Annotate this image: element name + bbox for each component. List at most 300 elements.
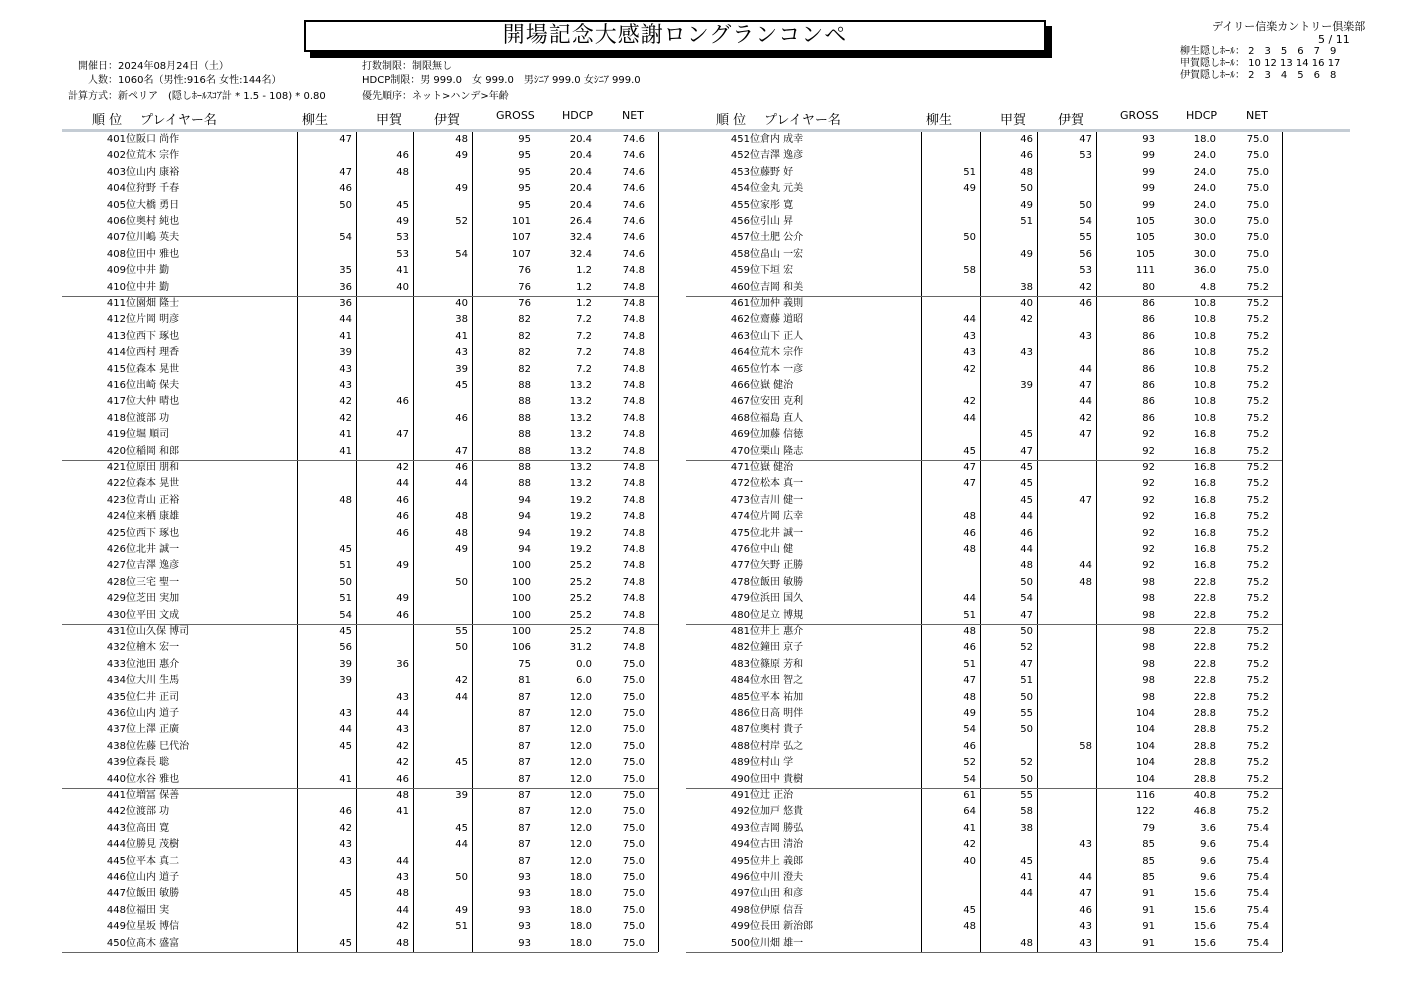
table-row: [686, 722, 1282, 738]
rank-cell: 434位: [106, 675, 136, 687]
player-name-cell: 加戸 悠貴: [760, 806, 804, 818]
yagyu-score-cell: 61: [963, 790, 976, 801]
table-row: [62, 821, 658, 837]
yagyu-score-cell: 43: [963, 347, 976, 359]
hidden-holes-label: 甲賀隠しﾎｰﾙ：: [1180, 58, 1245, 69]
koka-score-cell: 46: [396, 609, 409, 621]
hidden-holes-numbers: 2 3 4 5 6 8: [1245, 70, 1337, 81]
net-cell: 74.8: [622, 462, 645, 473]
gross-cell: 82: [518, 330, 531, 342]
koka-score-cell: 46: [1020, 134, 1033, 145]
iga-score-cell: 39: [455, 363, 468, 375]
table-row: [62, 148, 658, 164]
gross-cell: 91: [1142, 937, 1155, 949]
player-name-cell: 古田 清治: [760, 839, 804, 851]
koka-score-cell: 41: [396, 806, 409, 818]
yagyu-score-cell: 44: [339, 724, 352, 736]
gross-cell: 99: [1142, 150, 1155, 162]
table-row: [686, 821, 1282, 837]
hdcp-cell: 9.6: [1200, 872, 1216, 883]
hdcp-cell: 24.0: [1193, 199, 1216, 211]
rank-cell: 478位: [730, 576, 760, 588]
calc-method: 計算方式：新ペリア (隠しﾎｰﾙｽｺｱ計 * 1.5 - 108) * 0.80: [68, 91, 326, 102]
player-name-cell: 栗山 隆志: [760, 445, 804, 457]
table-row: [686, 591, 1282, 607]
koka-score-cell: 49: [396, 216, 409, 227]
gross-cell: 100: [511, 560, 531, 572]
yagyu-score-cell: 47: [963, 478, 976, 490]
table-row: [62, 739, 658, 755]
gross-cell: 116: [1135, 790, 1155, 801]
net-cell: 75.0: [1246, 199, 1269, 211]
player-name-cell: 山内 康裕: [136, 166, 180, 178]
iga-score-cell: 54: [455, 248, 468, 260]
table-row: [686, 345, 1282, 361]
iga-score-cell: 46: [1079, 904, 1092, 916]
hdcp-cell: 24.0: [1193, 166, 1216, 178]
gross-cell: 92: [1142, 560, 1155, 572]
rank-cell: 481位: [730, 626, 760, 637]
net-cell: 75.2: [1246, 724, 1269, 736]
yagyu-score-cell: 50: [339, 199, 352, 211]
net-cell: 75.2: [1246, 330, 1269, 342]
koka-score-cell: 41: [1020, 872, 1033, 883]
rank-cell: 427位: [106, 560, 136, 572]
table-row: [62, 509, 658, 525]
koka-score-cell: 43: [1020, 347, 1033, 359]
hdcp-cell: 40.8: [1193, 790, 1216, 801]
gross-cell: 92: [1142, 494, 1155, 506]
stroke-limit: 打数制限：制限無し: [362, 61, 452, 72]
koka-score-cell: 58: [1020, 806, 1033, 818]
gross-cell: 94: [518, 511, 531, 523]
player-name-cell: 増冨 保善: [136, 790, 180, 801]
iga-score-cell: 53: [1079, 150, 1092, 162]
net-cell: 74.8: [622, 396, 645, 408]
yagyu-score-cell: 52: [963, 757, 976, 769]
hdcp-cell: 25.2: [569, 560, 592, 572]
table-row: [686, 493, 1282, 509]
event-date: 開催日：2024年08月24日（土）: [78, 61, 229, 72]
rank-cell: 467位: [730, 396, 760, 408]
rank-cell: 446位: [106, 872, 136, 883]
yagyu-score-cell: 44: [963, 593, 976, 605]
iga-score-cell: 45: [455, 822, 468, 834]
rank-cell: 431位: [106, 626, 136, 637]
hdcp-cell: 18.0: [569, 888, 592, 900]
rank-cell: 462位: [730, 314, 760, 326]
table-row: [62, 558, 658, 574]
net-cell: 74.6: [622, 199, 645, 211]
net-cell: 75.0: [622, 708, 645, 719]
hdcp-cell: 7.2: [576, 363, 592, 375]
rank-cell: 465位: [730, 363, 760, 375]
rank-cell: 453位: [730, 166, 760, 178]
player-name-cell: 足立 博規: [760, 609, 804, 621]
player-name-cell: 吉岡 和美: [760, 281, 804, 293]
yagyu-score-cell: 54: [963, 724, 976, 736]
rank-cell: 484位: [730, 675, 760, 687]
gross-cell: 88: [518, 429, 531, 441]
rank-cell: 497位: [730, 888, 760, 900]
hdcp-cell: 24.0: [1193, 150, 1216, 162]
table-row: [62, 837, 658, 853]
club-name: デイリー信楽カントリー倶楽部: [1212, 20, 1366, 33]
yagyu-score-cell: 48: [963, 626, 976, 637]
gross-cell: 98: [1142, 658, 1155, 670]
iga-score-cell: 50: [455, 872, 468, 883]
player-name-cell: 中井 勤: [136, 281, 170, 293]
gross-cell: 122: [1135, 806, 1155, 818]
hdcp-cell: 7.2: [576, 347, 592, 359]
net-cell: 74.8: [622, 642, 645, 654]
gross-cell: 88: [518, 380, 531, 391]
rank-cell: 448位: [106, 904, 136, 916]
gross-cell: 86: [1142, 330, 1155, 342]
yagyu-score-cell: 45: [339, 740, 352, 752]
hdcp-cell: 19.2: [569, 511, 592, 523]
column-header: NET: [622, 109, 644, 122]
player-name-cell: 加藤 信徳: [760, 429, 804, 441]
table-row: [62, 690, 658, 706]
hdcp-cell: 16.8: [1193, 544, 1216, 555]
table-row: [62, 936, 658, 952]
hdcp-cell: 10.8: [1193, 412, 1216, 424]
koka-score-cell: 39: [1020, 380, 1033, 391]
koka-score-cell: 45: [1020, 429, 1033, 441]
koka-score-cell: 45: [1020, 478, 1033, 490]
net-cell: 74.8: [622, 330, 645, 342]
rank-cell: 428位: [106, 576, 136, 588]
rank-cell: 403位: [106, 166, 136, 178]
gross-cell: 86: [1142, 380, 1155, 391]
yagyu-score-cell: 48: [963, 511, 976, 523]
rank-cell: 493位: [730, 822, 760, 834]
player-name-cell: 水田 智之: [760, 675, 804, 687]
net-cell: 75.0: [1246, 265, 1269, 277]
hdcp-cell: 9.6: [1200, 855, 1216, 867]
rank-cell: 405位: [106, 199, 136, 211]
table-row: [686, 608, 1282, 624]
rank-cell: 470位: [730, 445, 760, 457]
player-name-cell: 阪口 尚作: [136, 134, 180, 145]
gross-cell: 99: [1142, 199, 1155, 211]
table-row: [62, 919, 658, 935]
table-row: [62, 854, 658, 870]
hdcp-cell: 20.4: [569, 166, 592, 178]
table-row: [62, 362, 658, 378]
gross-cell: 88: [518, 396, 531, 408]
rank-cell: 477位: [730, 560, 760, 572]
net-cell: 75.4: [1246, 855, 1269, 867]
hdcp-cell: 18.0: [569, 872, 592, 883]
gross-cell: 95: [518, 199, 531, 211]
player-name-cell: 奥村 貴子: [760, 724, 804, 736]
iga-score-cell: 47: [455, 445, 468, 457]
hdcp-cell: 22.8: [1193, 609, 1216, 621]
koka-score-cell: 44: [396, 708, 409, 719]
table-row: [62, 312, 658, 328]
player-name-cell: 川嶋 英夫: [136, 232, 180, 244]
gross-cell: 93: [518, 921, 531, 933]
net-cell: 75.0: [622, 904, 645, 916]
iga-score-cell: 51: [455, 921, 468, 933]
gross-cell: 111: [1135, 265, 1155, 277]
player-name-cell: 中川 澄夫: [760, 872, 804, 883]
iga-score-cell: 56: [1079, 248, 1092, 260]
table-row: [62, 575, 658, 591]
hdcp-cell: 19.2: [569, 527, 592, 539]
player-name-cell: 狩野 千春: [136, 183, 180, 195]
net-cell: 75.2: [1246, 790, 1269, 801]
iga-score-cell: 49: [455, 544, 468, 555]
player-name-cell: 森長 聡: [136, 757, 170, 769]
rank-cell: 447位: [106, 888, 136, 900]
player-name-cell: 村岸 弘之: [760, 740, 804, 752]
iga-score-cell: 49: [455, 183, 468, 195]
player-name-cell: 福島 直人: [760, 412, 804, 424]
gross-cell: 76: [518, 265, 531, 277]
table-row: [686, 394, 1282, 410]
player-name-cell: 仁井 正司: [136, 691, 180, 703]
table-row: [62, 132, 658, 148]
koka-score-cell: 50: [1020, 773, 1033, 785]
hdcp-cell: 46.8: [1193, 806, 1216, 818]
koka-score-cell: 46: [396, 511, 409, 523]
player-name-cell: 三宅 聖一: [136, 576, 180, 588]
koka-score-cell: 50: [1020, 626, 1033, 637]
rank-cell: 451位: [730, 134, 760, 145]
koka-score-cell: 46: [396, 773, 409, 785]
net-cell: 75.2: [1246, 757, 1269, 769]
gross-cell: 100: [511, 609, 531, 621]
table-row: [62, 345, 658, 361]
player-name-cell: 山内 道子: [136, 708, 180, 719]
column-header: 甲賀: [376, 113, 403, 128]
rank-cell: 442位: [106, 806, 136, 818]
koka-score-cell: 47: [1020, 445, 1033, 457]
yagyu-score-cell: 48: [963, 544, 976, 555]
hdcp-cell: 10.8: [1193, 380, 1216, 391]
table-row: [686, 706, 1282, 722]
hdcp-cell: 22.8: [1193, 658, 1216, 670]
yagyu-score-cell: 43: [339, 855, 352, 867]
table-row: [62, 394, 658, 410]
player-name-cell: 飯田 敏勝: [136, 888, 180, 900]
koka-score-cell: 50: [1020, 691, 1033, 703]
yagyu-score-cell: 56: [339, 642, 352, 654]
column-header: 伊賀: [434, 113, 461, 128]
hdcp-cell: 28.8: [1193, 773, 1216, 785]
yagyu-score-cell: 43: [339, 839, 352, 851]
table-row: [686, 362, 1282, 378]
iga-score-cell: 42: [1079, 281, 1092, 293]
participant-count: 人数：1060名（男性:916名 女性:144名）: [88, 75, 282, 86]
table-row: [686, 460, 1282, 476]
table-row: [686, 312, 1282, 328]
table-row: [686, 411, 1282, 427]
hdcp-cell: 28.8: [1193, 708, 1216, 719]
gross-cell: 87: [518, 691, 531, 703]
rank-cell: 473位: [730, 494, 760, 506]
iga-score-cell: 50: [455, 642, 468, 654]
gross-cell: 87: [518, 708, 531, 719]
koka-score-cell: 49: [396, 560, 409, 572]
rank-cell: 457位: [730, 232, 760, 244]
table-row: [686, 263, 1282, 279]
table-row: [686, 624, 1282, 640]
rank-cell: 495位: [730, 855, 760, 867]
net-cell: 75.0: [622, 658, 645, 670]
rank-cell: 402位: [106, 150, 136, 162]
koka-score-cell: 43: [396, 872, 409, 883]
hdcp-cell: 12.0: [569, 724, 592, 736]
table-row: [686, 558, 1282, 574]
table-row: [686, 230, 1282, 246]
yagyu-score-cell: 46: [339, 183, 352, 195]
hdcp-cell: 22.8: [1193, 691, 1216, 703]
rank-cell: 414位: [106, 347, 136, 359]
gross-cell: 86: [1142, 363, 1155, 375]
yagyu-score-cell: 44: [339, 314, 352, 326]
rank-cell: 479位: [730, 593, 760, 605]
iga-score-cell: 42: [455, 675, 468, 687]
iga-score-cell: 43: [455, 347, 468, 359]
koka-score-cell: 47: [1020, 609, 1033, 621]
net-cell: 75.2: [1246, 494, 1269, 506]
rank-cell: 466位: [730, 380, 760, 391]
rank-cell: 472位: [730, 478, 760, 490]
column-header: GROSS: [496, 109, 535, 122]
hdcp-cell: 28.8: [1193, 724, 1216, 736]
net-cell: 74.8: [622, 281, 645, 293]
gross-cell: 95: [518, 183, 531, 195]
rank-cell: 491位: [730, 790, 760, 801]
gross-cell: 98: [1142, 609, 1155, 621]
player-name-cell: 安田 克利: [760, 396, 804, 408]
hdcp-cell: 0.0: [576, 658, 592, 670]
koka-score-cell: 43: [396, 724, 409, 736]
player-name-cell: 西下 琢也: [136, 330, 180, 342]
rank-cell: 440位: [106, 773, 136, 785]
column-header: プレイヤー名: [140, 113, 217, 128]
gross-cell: 92: [1142, 445, 1155, 457]
table-row: [62, 411, 658, 427]
net-cell: 75.4: [1246, 904, 1269, 916]
yagyu-score-cell: 50: [339, 576, 352, 588]
gross-cell: 87: [518, 740, 531, 752]
net-cell: 75.0: [622, 740, 645, 752]
net-cell: 74.6: [622, 166, 645, 178]
gross-cell: 93: [1142, 134, 1155, 145]
yagyu-score-cell: 48: [963, 921, 976, 933]
hdcp-cell: 7.2: [576, 330, 592, 342]
rank-cell: 459位: [730, 265, 760, 277]
hdcp-cell: 13.2: [569, 429, 592, 441]
gross-cell: 92: [1142, 429, 1155, 441]
gross-cell: 98: [1142, 626, 1155, 637]
hdcp-cell: 15.6: [1193, 937, 1216, 949]
gross-cell: 87: [518, 855, 531, 867]
table-row: [686, 165, 1282, 181]
hdcp-cell: 19.2: [569, 494, 592, 506]
hdcp-cell: 20.4: [569, 150, 592, 162]
gross-cell: 92: [1142, 544, 1155, 555]
player-name-cell: 来栖 康雄: [136, 511, 180, 523]
hdcp-cell: 19.2: [569, 544, 592, 555]
table-row: [62, 378, 658, 394]
yagyu-score-cell: 42: [963, 396, 976, 408]
hdcp-cell: 31.2: [569, 642, 592, 654]
table-row: [686, 690, 1282, 706]
net-cell: 75.0: [622, 691, 645, 703]
yagyu-score-cell: 44: [963, 412, 976, 424]
rank-cell: 439位: [106, 757, 136, 769]
player-name-cell: 中山 健: [760, 544, 794, 555]
hdcp-cell: 3.6: [1200, 822, 1216, 834]
gross-cell: 76: [518, 281, 531, 293]
gross-cell: 76: [518, 298, 531, 309]
column-header: プレイヤー名: [764, 113, 841, 128]
net-cell: 75.2: [1246, 527, 1269, 539]
player-name-cell: 勝見 茂樹: [136, 839, 180, 851]
koka-score-cell: 48: [1020, 937, 1033, 949]
yagyu-score-cell: 49: [963, 708, 976, 719]
table-row: [686, 526, 1282, 542]
yagyu-score-cell: 39: [339, 675, 352, 687]
rank-cell: 404位: [106, 183, 136, 195]
yagyu-score-cell: 43: [963, 330, 976, 342]
net-cell: 75.2: [1246, 658, 1269, 670]
hdcp-cell: 24.0: [1193, 183, 1216, 195]
koka-score-cell: 48: [396, 888, 409, 900]
gross-cell: 92: [1142, 511, 1155, 523]
player-name-cell: 飯田 敏勝: [760, 576, 804, 588]
hdcp-cell: 26.4: [569, 216, 592, 227]
table-row: [686, 575, 1282, 591]
player-name-cell: 荒木 宗作: [136, 150, 180, 162]
koka-score-cell: 40: [1020, 298, 1033, 309]
rank-cell: 474位: [730, 511, 760, 523]
table-row: [62, 296, 658, 312]
player-name-cell: 山久保 博司: [136, 626, 190, 637]
yagyu-score-cell: 42: [963, 363, 976, 375]
yagyu-score-cell: 41: [339, 445, 352, 457]
table-row: [62, 181, 658, 197]
rank-cell: 454位: [730, 183, 760, 195]
hdcp-cell: 36.0: [1193, 265, 1216, 277]
net-cell: 74.8: [622, 412, 645, 424]
koka-score-cell: 47: [1020, 658, 1033, 670]
column-divider: [658, 132, 659, 952]
rank-cell: 460位: [730, 281, 760, 293]
player-name-cell: 檜木 宏一: [136, 642, 180, 654]
player-name-cell: 渡部 功: [136, 806, 170, 818]
player-name-cell: 水谷 雅也: [136, 773, 180, 785]
hdcp-cell: 1.2: [576, 265, 592, 277]
gross-cell: 104: [1135, 740, 1155, 752]
gross-cell: 106: [511, 642, 531, 654]
player-name-cell: 藤野 好: [760, 166, 794, 178]
table-row: [62, 247, 658, 263]
yagyu-score-cell: 43: [339, 363, 352, 375]
yagyu-score-cell: 36: [339, 298, 352, 309]
yagyu-score-cell: 41: [339, 429, 352, 441]
table-row: [686, 509, 1282, 525]
rank-cell: 458位: [730, 248, 760, 260]
iga-score-cell: 48: [455, 511, 468, 523]
hdcp-cell: 12.0: [569, 839, 592, 851]
